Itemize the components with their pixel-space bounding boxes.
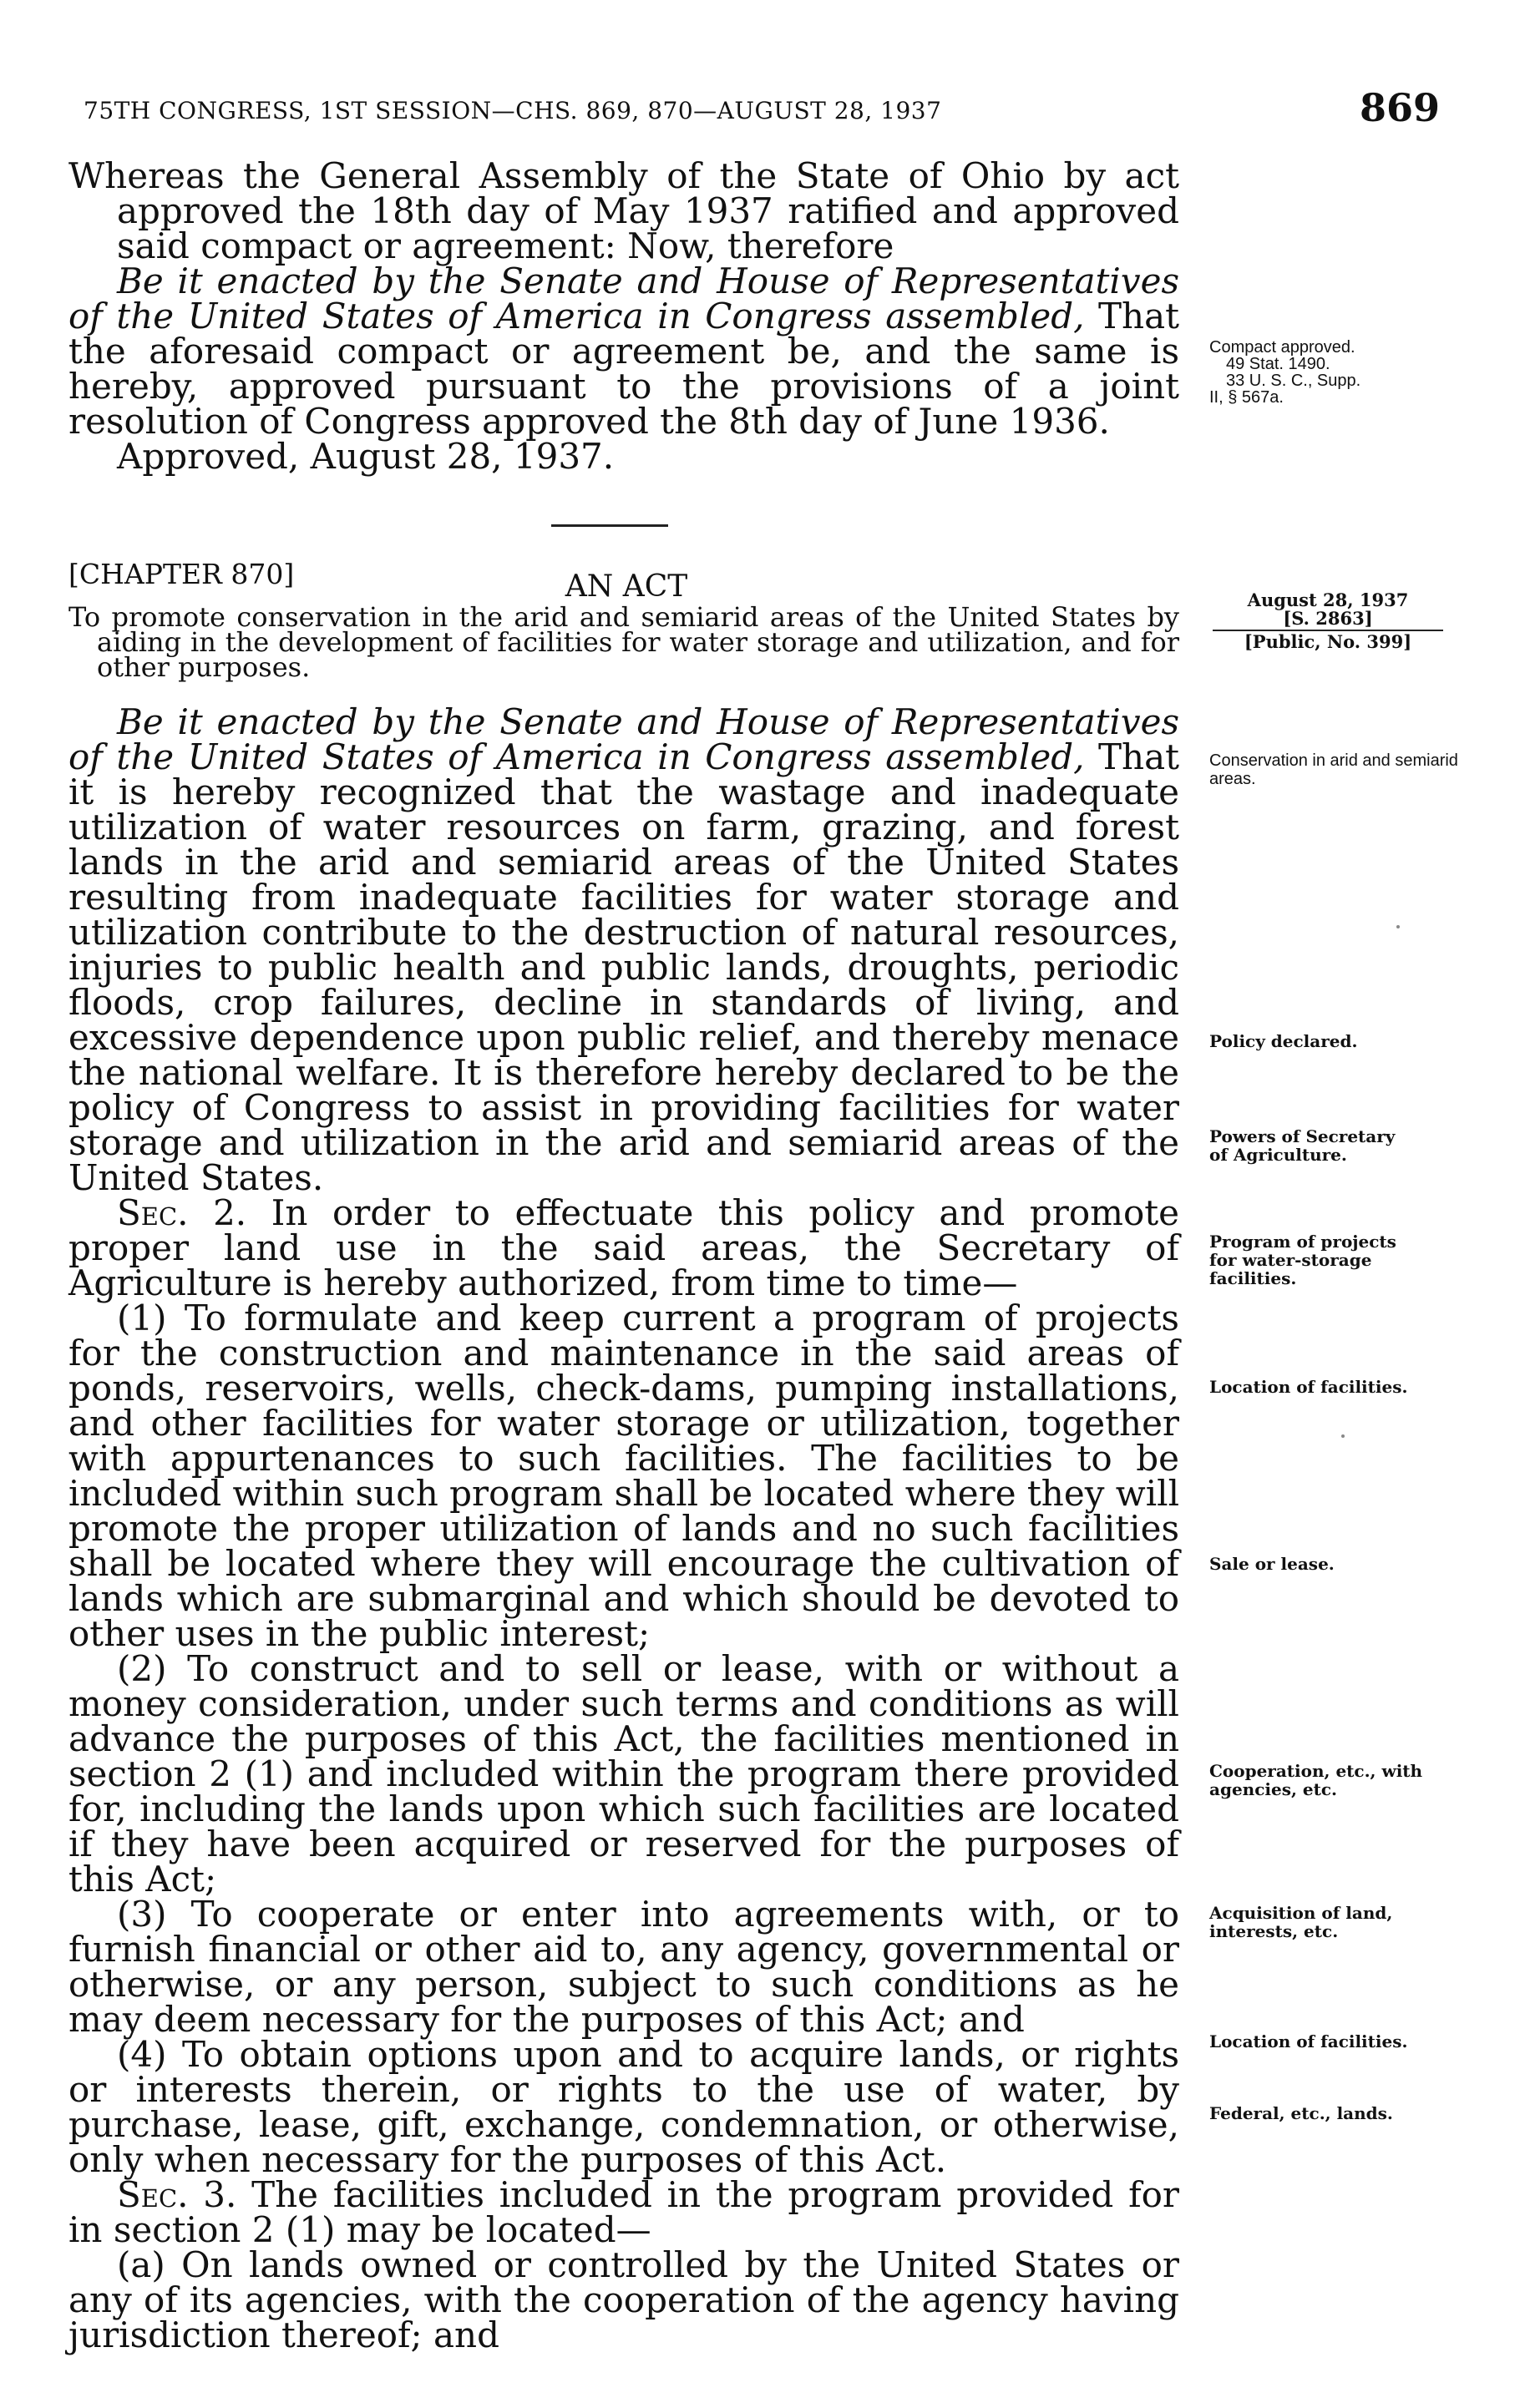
sec2-text: In order to effectuate this policy and promote proper land use in the said areas, the Secretary of Agriculture is hereby authorized, from time to time— — [68, 1192, 1179, 1303]
chapter-869-text — [68, 155, 1179, 477]
enacting-clause-870 — [68, 701, 1179, 1198]
margin-note-location-2: Location of facilities. — [1209, 2031, 1408, 2051]
approval-line: Approved, August 28, 1937. — [117, 436, 615, 477]
act-date: August 28, 1937 — [1247, 589, 1409, 610]
margin-compact-line1: Compact approved. — [1209, 338, 1355, 357]
item-1: (1) To formulate and keep current a program of projects for the construction and maintenance in the said areas of ponds, reservoirs, wells, check-dams, pumping installations, and other facilities for water storage or utilization, together with appurtenances to such facilities. The facilities to be included within such program shall be located where they will promote the proper utilization of lands and no such facilities shall be located where they will encourage the cultivation of lands which are submarginal and which should be devoted to other uses in the public interest; — [68, 1298, 1180, 1654]
enacting-text: That the aforesaid compact or agreement be, and the same is hereby, approved pursuant to the provisions of a joint resolution of Congress approved the 8th day of June 1936. — [68, 296, 1179, 442]
divider-rule — [551, 524, 668, 527]
date-bill-block — [1203, 591, 1453, 651]
public-law-number: [Public, No. 399] — [1244, 631, 1412, 652]
margin-note-policy: Policy declared. — [1209, 1031, 1358, 1051]
margin-note-acquisition: Acquisition of land, interests, etc. — [1209, 1903, 1393, 1941]
margin-note-location: Location of facilities. — [1209, 1377, 1408, 1397]
sec2-label: Sec. 2. — [117, 1192, 247, 1233]
act-title — [68, 601, 1179, 683]
margin-note-program: Program of projects for water-storage facilities. — [1209, 1232, 1396, 1288]
section1-text: That it is hereby recognized that the wastage and inadequate utilization of water resources on farm, grazing, and forest lands in the arid and semiarid areas of the United States resulting from inadequate facilities for water storage and utilization contribute to the destruction of natural resources, injuries to public health and public lands, droughts, periodic floods, crop failures, decline in standards of living, and excessive dependence upon public relief, and thereby menace the national welfare. It is therefore hereby declared to be the policy of Congress to assist in providing facilities for water storage and utilization in the arid and semiarid areas of the United States. — [68, 736, 1179, 1198]
enacting-formula: Be it enacted by the Senate and House of Representatives of the United States of America in Congress assembled, — [68, 261, 1179, 336]
running-head: 75TH CONGRESS, 1ST SESSION—CHS. 869, 870—AUGUST 28, 1937 — [84, 97, 942, 124]
page-number: 869 — [1359, 85, 1440, 130]
sec3-label: Sec. 3. — [117, 2174, 237, 2215]
enacting-clause-869 — [68, 261, 1179, 442]
margin-note-cooperation: Cooperation, etc., with agencies, etc. — [1209, 1761, 1423, 1799]
item-a: (a) On lands owned or controlled by the United States or any of its agencies, with the cooperation of the agency having jurisdiction thereof; and — [68, 2244, 1179, 2355]
enacting-formula-870: Be it enacted by the Senate and House of Representatives of the United States of America in Congress assembled, — [68, 701, 1179, 777]
margin-compact-line3: 33 U. S. C., Supp. — [1226, 372, 1361, 390]
margin-note-conservation: Conservation in arid and semiarid areas. — [1209, 751, 1458, 788]
scan-speck — [1341, 1434, 1345, 1438]
act-label: AN ACT — [565, 569, 688, 604]
whereas-clause: Whereas the General Assembly of the State of Ohio by act approved the 18th day of May 1937 ratified and approved said compact or agreement: Now, therefore — [68, 155, 1179, 266]
item-3: (3) To cooperate or enter into agreements with, or to furnish financial or other aid to, any agency, governmental or otherwise, or any person, subject to such conditions as he may deem necessary for the purposes of this Act; and — [68, 1894, 1179, 2040]
item-2: (2) To construct and to sell or lease, with or without a money consideration, under such terms and conditions as will advance the purposes of this Act, the facilities mentioned in section 2 (1) and included within the program there provided for, including the lands upon which such facilities are located if they have been acquired or reserved for the purposes of this Act; — [68, 1648, 1179, 1900]
bill-number: [S. 2863] — [1283, 608, 1373, 629]
chapter-heading: [CHAPTER 870] — [68, 558, 295, 590]
sec3-text: The facilities included in the program provided for in section 2 (1) may be located— — [68, 2174, 1179, 2250]
scan-speck — [1396, 925, 1400, 928]
margin-note-powers: Powers of Secretary of Agriculture. — [1209, 1126, 1396, 1165]
chapter-870-body — [68, 701, 1180, 2355]
section-3 — [68, 2174, 1179, 2250]
margin-note-sale: Sale or lease. — [1209, 1554, 1335, 1574]
act-title-text: To promote conservation in the arid and semiarid areas of the United States by aiding in the development of facilities for water storage and utilization, and for other purposes. — [68, 601, 1179, 683]
margin-compact-line4: II, § 567a. — [1209, 388, 1284, 407]
item-4: (4) To obtain options upon and to acquire lands, or rights or interests therein, or rights to the use of water, by purchase, lease, gift, exchange, condemnation, or otherwise, only when necessary for the purposes of this Act. — [68, 2034, 1179, 2180]
section-2 — [68, 1192, 1179, 1303]
margin-compact-line2: 49 Stat. 1490. — [1226, 355, 1330, 373]
margin-note-federal: Federal, etc., lands. — [1209, 2103, 1393, 2123]
margin-note-compact — [1209, 339, 1485, 406]
